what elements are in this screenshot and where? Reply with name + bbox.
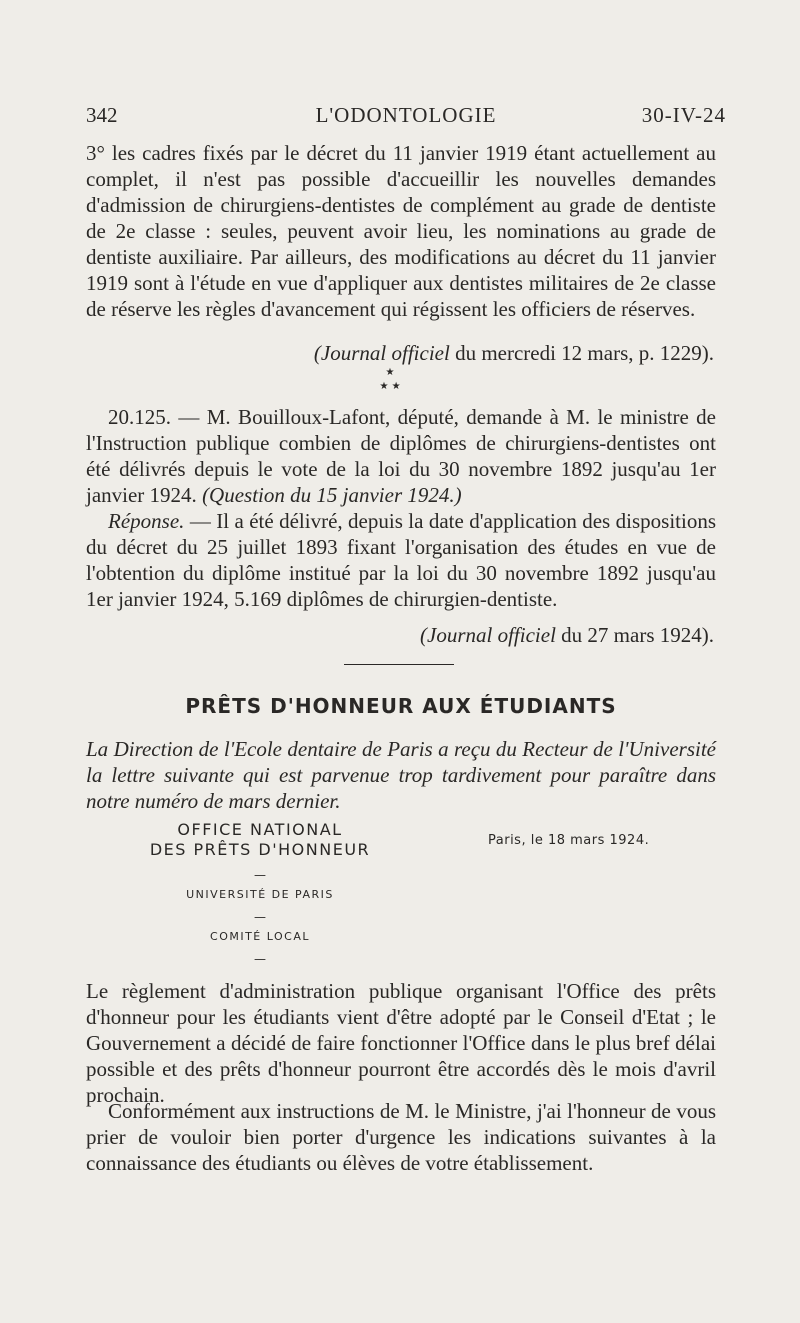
office-name-line-2: DES PRÊTS D'HONNEUR [149,840,371,859]
asterism-divider [360,366,420,400]
citation-detail: du 27 mars 1924). [555,623,714,647]
reponse-label: Réponse. [108,509,185,533]
committee-name: COMITÉ LOCAL [210,930,310,943]
question-number: 20.125. [108,405,171,429]
citation-journal-officiel-1 [114,340,714,366]
reponse-text: — Il a été délivré, depuis la date d'application des dispositions du décret du 25 juillet 1893 fixant l'organisation des études en vue de l'obtention du diplôme institué par la loi du 30 novembre 1892 jusqu'au 1er janvier 1924, 5.169 diplômes de chirurgien-dentiste. [86,509,716,611]
office-name-line-1: OFFICE NATIONAL [177,820,343,839]
letterhead-dash: — [254,868,266,882]
running-head [86,103,726,133]
letterhead-dash: — [254,910,266,924]
letterhead [140,820,380,972]
citation-detail: du mercredi 12 mars, p. 1229). [449,341,714,365]
section-divider [344,664,454,665]
question-text: — M. Bouilloux-Lafont, député, demande à M. le ministre de l'Instruction publique combien de diplômes de chirurgiens-dentistes ont été délivrés depuis le vote de la loi du 30 novembre 1892 jusqu'au 1er janvier 1924. [86,405,716,507]
citation-journal-officiel-2 [114,622,714,648]
issue-date: 30-IV-24 [641,103,726,127]
question-reference: (Question du 15 janvier 1924.) [202,483,462,507]
star-bottom: ★ ★ [379,381,401,392]
letter-dateline: Paris, le 18 mars 1924. [488,833,650,848]
section-intro: La Direction de l'Ecole dentaire de Paris a reçu du Recteur de l'Université la lettre suivante qui est parvenue trop tardivement pour paraître dans notre numéro de mars dernier. [86,737,716,813]
journal-title: L'ODONTOLOGIE [315,103,497,127]
page-number: 342 [86,103,118,127]
citation-source: (Journal officiel [420,623,556,647]
star-top: ★ [385,367,395,378]
section-title: PRÊTS D'HONNEUR AUX ÉTUDIANTS [185,694,617,718]
letter-paragraph-2: Conformément aux instructions de M. le Ministre, j'ai l'honneur de vous prier de vouloir bien porter d'urgence les indications suivantes à la connaissance des étudiants ou élèves de votre établissement. [86,1099,716,1175]
citation-source: (Journal officiel [313,341,450,365]
letter-paragraph-1: Le règlement d'administration publique organisant l'Office des prêts d'honneur pour les étudiants vient d'être adopté par le Conseil d'Etat ; le Gouvernement a décidé de faire fonctionner l'Office dans le plus bref délai possible et des prêts d'honneur pourront être accordés dès le mois d'avril prochain. [86,979,716,1107]
letterhead-dash: — [254,952,266,966]
university-name: UNIVERSITÉ DE PARIS [186,888,334,901]
paragraph-question-reponse [86,404,716,612]
paragraph-decree: 3° les cadres fixés par le décret du 11 janvier 1919 étant actuellement au complet, il n'est pas possible d'accueillir les nouvelles demandes d'admission de chirurgiens-dentistes de complément au grade de dentiste de 2e classe : seules, peuvent avoir lieu, les nominations au grade de dentiste auxiliaire. Par ailleurs, des modifications au décret du 11 janvier 1919 sont à l'étude en vue d'appliquer aux dentistes militaires de 2e classe de réserve les règles d'avancement qui régissent les officiers de réserves. [86,141,716,321]
